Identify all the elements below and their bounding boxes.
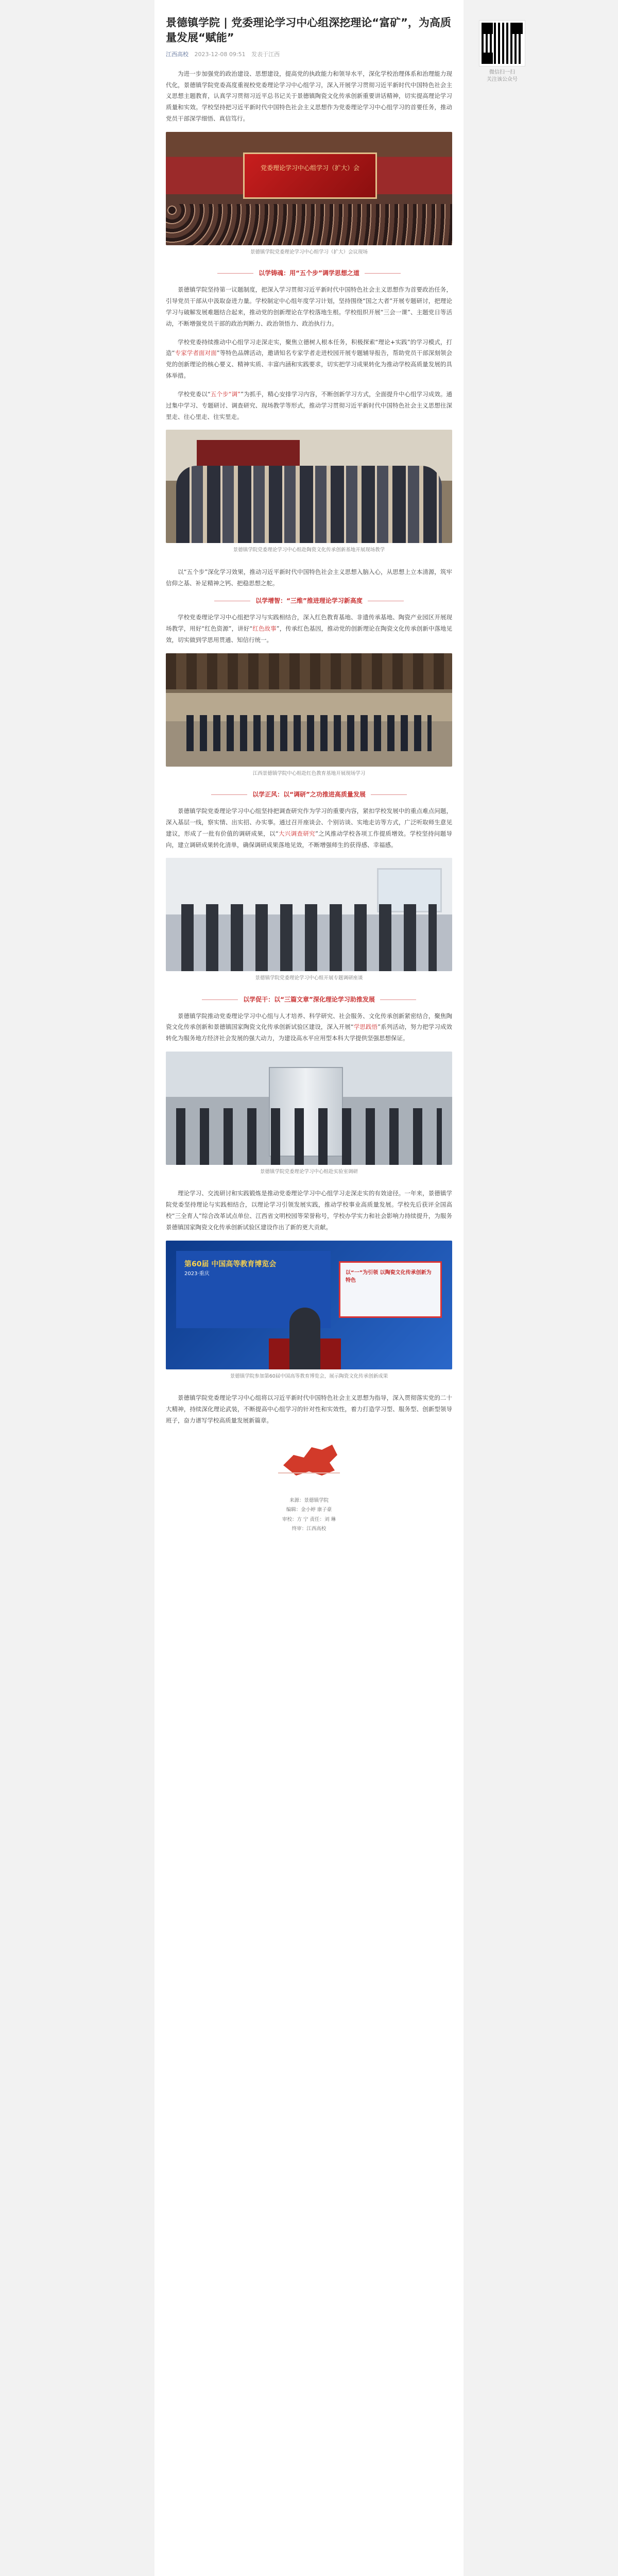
photo-education-expo bbox=[166, 1241, 452, 1369]
publish-location: 发表于江西 bbox=[251, 50, 280, 58]
body-paragraph: 学校党委理论学习中心组把学习与实践相结合，深入红色教育基地、非遗传承基地、陶瓷产业园区开展现场教学，用好“红色资源”，讲好“红色故事”，传承红色基因，推动党的创新理论在陶瓷文化传承创新中落地见效，切实做到学思用贯通、知信行统一。 bbox=[166, 614, 452, 644]
publish-date: 2023-12-08 09:51 bbox=[194, 50, 246, 58]
body-paragraph: 景德镇学院党委理论学习中心组坚持把调查研究作为学习的重要内容，紧扣学校发展中的重点难点问题，深入基层一线，察实情、出实招、办实事。通过召开座谈会、个别访谈、实地走访等方式，广泛听取师生意见建议，形成了一批有价值的调研成果，以“大兴调查研究”之风推动学校各项工作提质增效。学校坚持问题导向，建立调研成果转化清单，确保调研成果落地见效，不断增强师生的获得感、幸福感。 bbox=[166, 807, 452, 849]
intro-paragraph: 为进一步加强党的政治建设、思想建设，提高党的执政能力和领导水平，深化学校治理体系和治理能力现代化，景德镇学院党委高度重视校党委理论学习中心组学习，深入开展学习贯彻习近平新时代中国特色社会主义思想主题教育，认真学习贯彻习近平总书记关于景德镇陶瓷文化传承创新重要讲话精神，切实提高理论学习质量和实效。学校坚持把习近平新时代中国特色社会主义思想作为党委理论学习中心组学习的首要任务，推动党员干部深学细悟、真信笃行。 bbox=[166, 70, 452, 123]
photo-caption: 景德镇学院党委理论学习中心组开展专题调研座谈 bbox=[255, 975, 363, 981]
body-paragraph: 学校党委以“五个步“调””为抓手，精心安排学习内容，不断创新学习方式，全面提升中心组学习成效。通过集中学习、专题研讨、调查研究、现场教学等形式，推动学习贯彻习近平新时代中国特色社会主义思想往深里走、往心里走、往实里走。 bbox=[166, 390, 452, 420]
body-paragraph: 景德镇学院坚持第一议题制度，把深入学习贯彻习近平新时代中国特色社会主义思想作为首要政治任务，引导党员干部从中汲取奋进力量。学校制定中心组年度学习计划，坚持围绕“国之大者”开展专题研讨，把理论学习与破解发展难题结合起来，推动党的创新理论在学校落地生根。学校组织开展“三会一课”、主题党日等活动，不断增强党员干部的政治判断力、政治领悟力、政治执行力。 bbox=[166, 286, 452, 327]
highlight-text: 大兴调查研究 bbox=[278, 829, 315, 837]
photo-lab bbox=[166, 1052, 452, 1165]
expo-board: 第60届 中国高等教育博览会 2023·重庆 bbox=[176, 1251, 331, 1328]
article-credits: 来源：景德镇学院 编辑：金小婷 康子豪 审校：方 宁 责任：刘 琳 终审：江西高校 bbox=[282, 1498, 336, 1532]
photo-caption: 景德镇学院党委理论学习中心组赴实验室调研 bbox=[260, 1169, 358, 1175]
photo-meeting bbox=[166, 858, 452, 971]
body-paragraph: 以“五个步”深化学习效果，推动习近平新时代中国特色社会主义思想入脑入心，从思想上立本清源，筑牢信仰之基、补足精神之钙、把稳思想之舵。 bbox=[166, 568, 452, 587]
audience bbox=[166, 204, 452, 245]
qr-caption: 微信扫一扫 关注该公众号 bbox=[487, 70, 518, 82]
account-name[interactable]: 江西高校 bbox=[166, 50, 188, 58]
highlight-text: 学思践悟 bbox=[353, 1023, 378, 1031]
section-heading: 以学增智：“三维”推进理论学习新高度 bbox=[166, 596, 452, 605]
body-paragraph: 学校党委持续推动中心组学习走深走实，聚焦立德树人根本任务，积极探索“理论+实践”的学习模式，打造“专家学者面对面”等特色品牌活动，邀请知名专家学者走进校园开展专题辅导报告，帮助党员干部深刻领会党的创新理论的核心要义、精神实质、丰富内涵和实践要求，切实把学习成果转化为推动学校高质量发展的具体举措。 bbox=[166, 338, 453, 380]
photo-conference bbox=[166, 132, 452, 245]
photo-caption: 景德镇学院参加第60届中国高等教育博览会，展示陶瓷文化传承创新成果 bbox=[230, 1373, 388, 1379]
side-qr-panel bbox=[479, 21, 525, 83]
photo-courtyard bbox=[166, 653, 452, 767]
stage-screen: 党委理论学习中心组学习（扩大）会 bbox=[243, 152, 377, 199]
section-heading: 以学铸魂：用“五个步”调学思想之道 bbox=[166, 268, 452, 277]
highlight-text: 红色故事 bbox=[252, 625, 277, 633]
article-meta bbox=[154, 50, 464, 69]
jiangxi-map-icon bbox=[273, 1434, 345, 1481]
photo-caption: 景德镇学院党委理论学习中心组学习（扩大）会议现场 bbox=[250, 249, 368, 255]
article-title: 景德镇学院 | 党委理论学习中心组深挖理论“富矿”，为高质量发展“赋能” bbox=[166, 16, 451, 44]
expo-screen: 以“一”为引领 以陶瓷文化传承创新为特色 bbox=[339, 1261, 442, 1318]
qr-code-icon[interactable] bbox=[479, 21, 525, 66]
section-heading: 以学促干：以“三篇文章”深化理论学习助推发展 bbox=[166, 995, 452, 1004]
photo-caption: 景德镇学院党委理论学习中心组赴陶瓷文化传承创新基地开展现场教学 bbox=[233, 547, 385, 553]
body-paragraph: 理论学习、交流研讨和实践锻炼是推动党委理论学习中心组学习走深走实的有效途径。一年来，景德镇学院党委坚持理论与实践相结合，以理论学习引领发展实践，推动学校事业高质量发展。学校先后获评全国高校“三全育人”综合改革试点单位、江西省文明校园等荣誉称号，学校办学实力和社会影响力持续提升，为服务景德镇国家陶瓷文化传承创新试验区建设作出了新的更大贡献。 bbox=[166, 1190, 452, 1231]
body-paragraph: 景德镇学院推动党委理论学习中心组与人才培养、科学研究、社会服务、文化传承创新紧密结合，聚焦陶瓷文化传承创新和景德镇国家陶瓷文化传承创新试验区建设，深入开展“学思践悟”系列活动，努力把学习成效转化为服务地方经济社会发展的强大动力，为建设高水平应用型本科大学提供坚强思想保证。 bbox=[166, 1012, 452, 1042]
photo-caption: 江西景德镇学院中心组赴红色教育基地开展现场学习 bbox=[252, 770, 366, 776]
photo-exhibition-visit bbox=[166, 430, 452, 543]
highlight-text: 五个步“调” bbox=[210, 390, 241, 398]
article-page bbox=[154, 0, 464, 2576]
highlight-text: 专家学者面对面 bbox=[175, 349, 217, 357]
section-heading: 以学正风：以“调研”之功推进高质量发展 bbox=[166, 790, 452, 799]
body-paragraph: 景德镇学院党委理论学习中心组将以习近平新时代中国特色社会主义思想为指导，深入贯彻落实党的二十大精神，持续深化理论武装，不断提高中心组学习的针对性和实效性，着力打造学习型、服务型、创新型领导班子，奋力谱写学校高质量发展新篇章。 bbox=[166, 1394, 452, 1424]
